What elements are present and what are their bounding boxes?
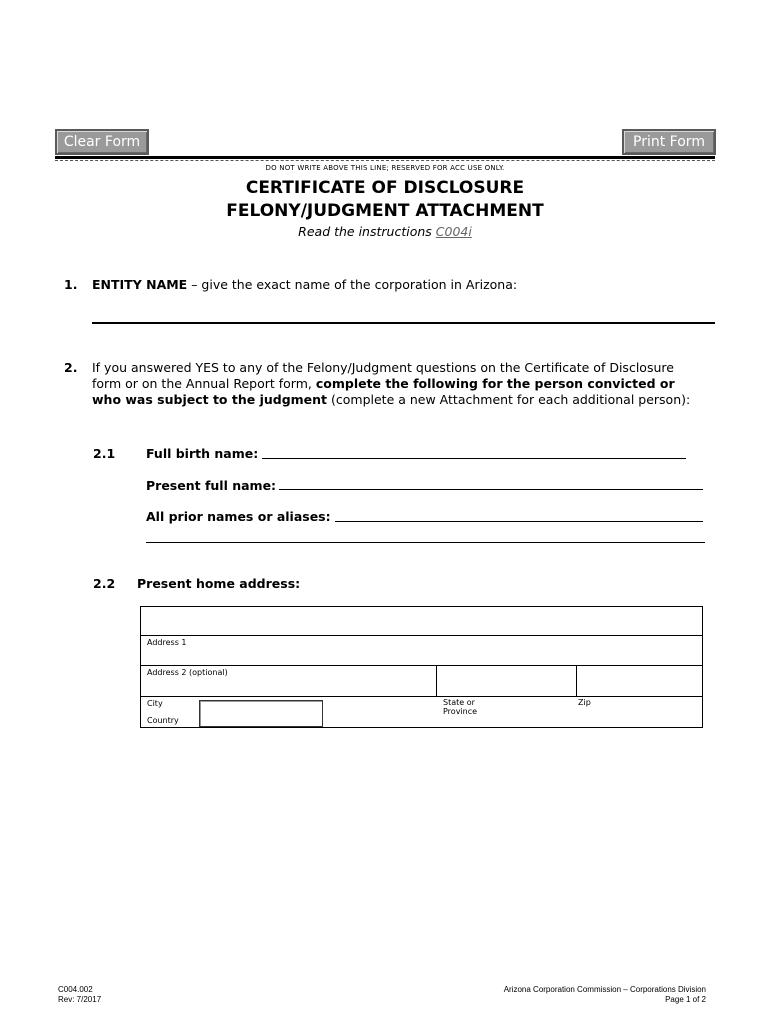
state-label: State or Province (443, 698, 478, 716)
address-row-divider-3 (140, 696, 703, 697)
address1-input[interactable] (146, 612, 696, 632)
entity-name-input[interactable] (92, 304, 712, 322)
footer-form-info (58, 985, 101, 1005)
reserved-top-rule (55, 156, 715, 159)
prior-names-label: All prior names or aliases: (146, 509, 331, 524)
section2-line2 (92, 376, 675, 391)
city-input[interactable] (146, 677, 431, 693)
section2-number: 2. (64, 360, 78, 375)
section2-2-number: 2.2 (93, 576, 116, 591)
page-subtitle: FELONY/JUDGMENT ATTACHMENT (226, 201, 544, 221)
birth-name-underline (262, 458, 686, 459)
reserved-dotted-rule (55, 160, 715, 161)
country-select[interactable] (199, 700, 323, 727)
section2-line3-bold: who was subject to the judgment (92, 392, 328, 407)
section1-label: ENTITY NAME (92, 277, 188, 292)
prior-names-input-2[interactable] (146, 526, 703, 542)
form-number: C004.002 (58, 985, 93, 994)
address-row-divider-2 (140, 665, 703, 666)
instructions-line (0, 224, 770, 239)
reserved-note: DO NOT WRITE ABOVE THIS LINE; RESERVED FOR ACC USE ONLY. (265, 164, 505, 172)
present-name-label: Present full name: (146, 478, 277, 493)
section2-line2-plain: form or on the Annual Report form, (92, 376, 316, 391)
section2-line3 (92, 392, 690, 407)
city-label: City (147, 699, 163, 708)
section2-line2-bold: complete the following for the person convicted or (315, 376, 675, 391)
present-name-input[interactable] (279, 474, 702, 490)
prior-names-input[interactable] (335, 505, 701, 521)
section2-1-number: 2.1 (93, 446, 116, 461)
section1-text: – give the exact name of the corporation in Arizona: (187, 277, 518, 292)
page-number: Page 1 of 2 (665, 995, 706, 1004)
instructions-link[interactable]: C004i (435, 224, 472, 239)
section1-heading (92, 277, 517, 292)
zip-label: Zip (578, 698, 591, 707)
print-form-button[interactable]: Print Form (622, 129, 716, 155)
address-col-divider-1 (436, 665, 437, 697)
zip-input[interactable] (581, 677, 699, 693)
country-label: Country (147, 716, 179, 725)
footer-agency-info (440, 985, 706, 1005)
clear-form-button[interactable]: Clear Form (55, 129, 149, 155)
prior-names-underline (335, 521, 703, 522)
address-row-divider-1 (140, 635, 703, 636)
present-name-underline (279, 489, 703, 490)
address2-label: Address 2 (optional) (147, 668, 228, 677)
page-title: CERTIFICATE OF DISCLOSURE (245, 178, 525, 198)
address1-label: Address 1 (147, 638, 187, 647)
agency-name: Arizona Corporation Commission – Corporations Division (503, 985, 706, 994)
state-input[interactable] (441, 677, 571, 693)
entity-name-underline (92, 322, 715, 324)
section1-number: 1. (64, 277, 78, 292)
section2-line3-plain: (complete a new Attachment for each additional person): (327, 392, 691, 407)
address2-input[interactable] (146, 645, 696, 663)
home-address-label: Present home address: (137, 576, 301, 591)
revision-date: Rev: 7/2017 (58, 995, 102, 1004)
birth-name-label: Full birth name: (146, 446, 259, 461)
section2-line1: If you answered YES to any of the Felony/Judgment questions on the Certificate of Disclosure (92, 360, 674, 375)
prior-names-underline-2 (146, 542, 705, 543)
birth-name-input[interactable] (262, 442, 685, 458)
address-col-divider-2 (576, 665, 577, 697)
instructions-prefix: Read the instructions (298, 224, 432, 239)
